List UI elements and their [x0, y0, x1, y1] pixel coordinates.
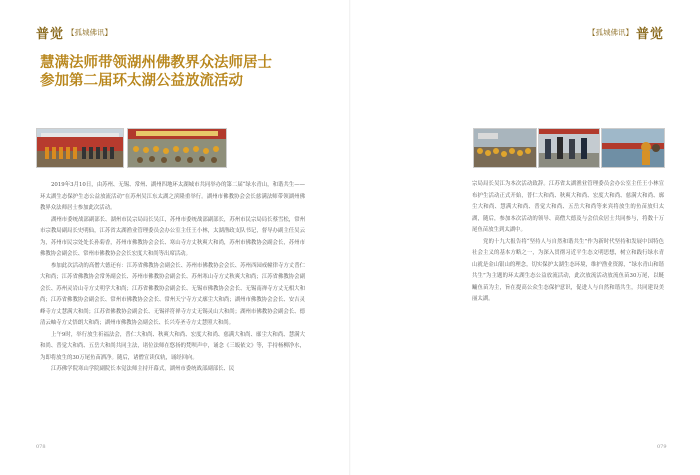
- paragraph: 参加此次活动的高僧大德还有：江苏省佛教协会副会长、苏州市佛教协会会长、苏州西园戒幢律寺方丈普仁大和尚；江苏省佛教协会常务副会长、苏州市佛教协会副会长、苏州寒山寺方丈秋爽大和尚；江苏省佛教协会副会长、苏州灵岩山寺方丈明学大和尚；江苏省佛教协会副会长、无锡市佛教协会会长、无锡南禅寺方丈无相大和尚；江苏省佛教协会副会长、常州市佛教协会会长、常州天宁寺方丈廓尘大和尚；湖州市佛教协会会长、安吉灵峰寺方丈慧满大和尚；江苏省佛教协会副会长、无锡祥符禅寺方丈无锡灵山大和尚；湖州市佛教协会副会长、德清云岫寺方丈悟朗大和尚；湖州市佛教协会副会长、长兴寿圣寺方丈慧照大和尚。: [40, 262, 305, 326]
- photo-ceremony-stage: [36, 128, 124, 168]
- paragraph: 上午9时，举行放生祈福法会，普仁大和尚、秋爽大和尚、宏度大和尚、慈满大和尚、廓尘大和尚、慧满大和尚、普觉大和尚、五岳大和尚共同主法，诸位法师在悠扬的梵呗声中，诵念《三皈依文》等，手持杨柳净水，为即将放生的30万尾鱼苗洒净。随后，诸僧宣读仪轨，诵经回向。: [40, 331, 305, 361]
- monks-crowd-image: [474, 129, 536, 167]
- paragraph: 江苏佛学院寒山学院副院长本觉法师主持开幕式，湖州市委统战部副部长、民: [51, 366, 235, 372]
- right-header: [585, 23, 664, 42]
- right-column-tag: 【孤城佛讯】: [587, 28, 633, 37]
- left-article-body: [40, 180, 305, 376]
- paragraph: 湖州市委统战部副部长、湖州市民宗局局长吴江，苏州市委统战部副部长，苏州市民宗局局长蔡雪松，常州市宗教局副局长史明仙，江苏省太湖渔业管理委员会办公室主任王小林，太湖渔政支队书记，督导办副主任吴云为，苏州市民宗处处长孙菊香，苏州市佛教协会会长、寒山寺方丈秋爽大和尚，苏州市佛教协会副会长，苏州市佛教协会副会长、常州市佛教协会会长宏度大和尚等出席活动。: [40, 216, 305, 257]
- photo-assembly-crowd: [127, 128, 227, 168]
- right-page-number: 079: [657, 444, 667, 450]
- officials-image: [539, 129, 599, 167]
- title-line-1: 慧满法师带领湖州佛教界众法师居士: [40, 54, 272, 71]
- left-column-tag: 【孤城佛讯】: [67, 28, 113, 37]
- right-logo: 普觉: [635, 27, 664, 42]
- left-page-number: 078: [36, 444, 46, 450]
- photo-lake-release: [601, 128, 665, 168]
- article-title: [40, 54, 300, 90]
- lake-release-image: [602, 129, 664, 167]
- paragraph: 宗局局长吴江为本次活动致辞。江苏省太湖渔业管理委员会办公室主任王小林宣布护生活动正式开始，普仁大和尚、秋爽大和尚、宏度大和尚、慈满大和尚、廓尘大和尚、慧满大和尚、普觉大和尚、五岳大和尚等来宾将放生的鱼苗放归太湖，随后，参加本次活动的领导、高僧大德及与会信众居士共同参与，将数十万尾鱼苗放生到太湖中。: [472, 181, 664, 233]
- right-article-body: [472, 179, 664, 306]
- photo-officials: [538, 128, 600, 168]
- left-header: [36, 23, 115, 42]
- photo-monks-crowd: [473, 128, 537, 168]
- assembly-crowd-image: [128, 129, 226, 167]
- right-page: [350, 0, 700, 475]
- paragraph: 2019年3月10日，由苏州、无锡、常州、湖州四地环太湖城市共同举办的第二届“绿水青山，和谐共生——环太湖生态保护生态公益放流活动”在苏州吴江东太湖之滨隆重举行。湖州市佛教协会会长慈满法师带领湖州佛教界众法师居士参加此次活动。: [40, 182, 305, 211]
- left-logo: 普觉: [36, 27, 65, 42]
- ceremony-stage-image: [37, 129, 123, 167]
- title-line-2: 参加第二届环太湖公益放流活动: [40, 72, 243, 89]
- paragraph: 党的十九大报告将“坚持人与自然和谐共生”作为新时代坚持和发展中国特色社会主义的基本方略之一，为深入贯彻习近平生态文明思想，树立和践行绿水青山就是金山银山的理念，切实保护太湖生态环境，维护渔业资源，“绿水青山和谐共生”为主题的环太湖生态公益放流活动，此次放流活动放流鱼苗30万尾，以鲢鳙鱼苗为主，旨在提高公众生态保护意识，促进人与自然和谐共生，共同建设美丽太湖。: [472, 238, 664, 302]
